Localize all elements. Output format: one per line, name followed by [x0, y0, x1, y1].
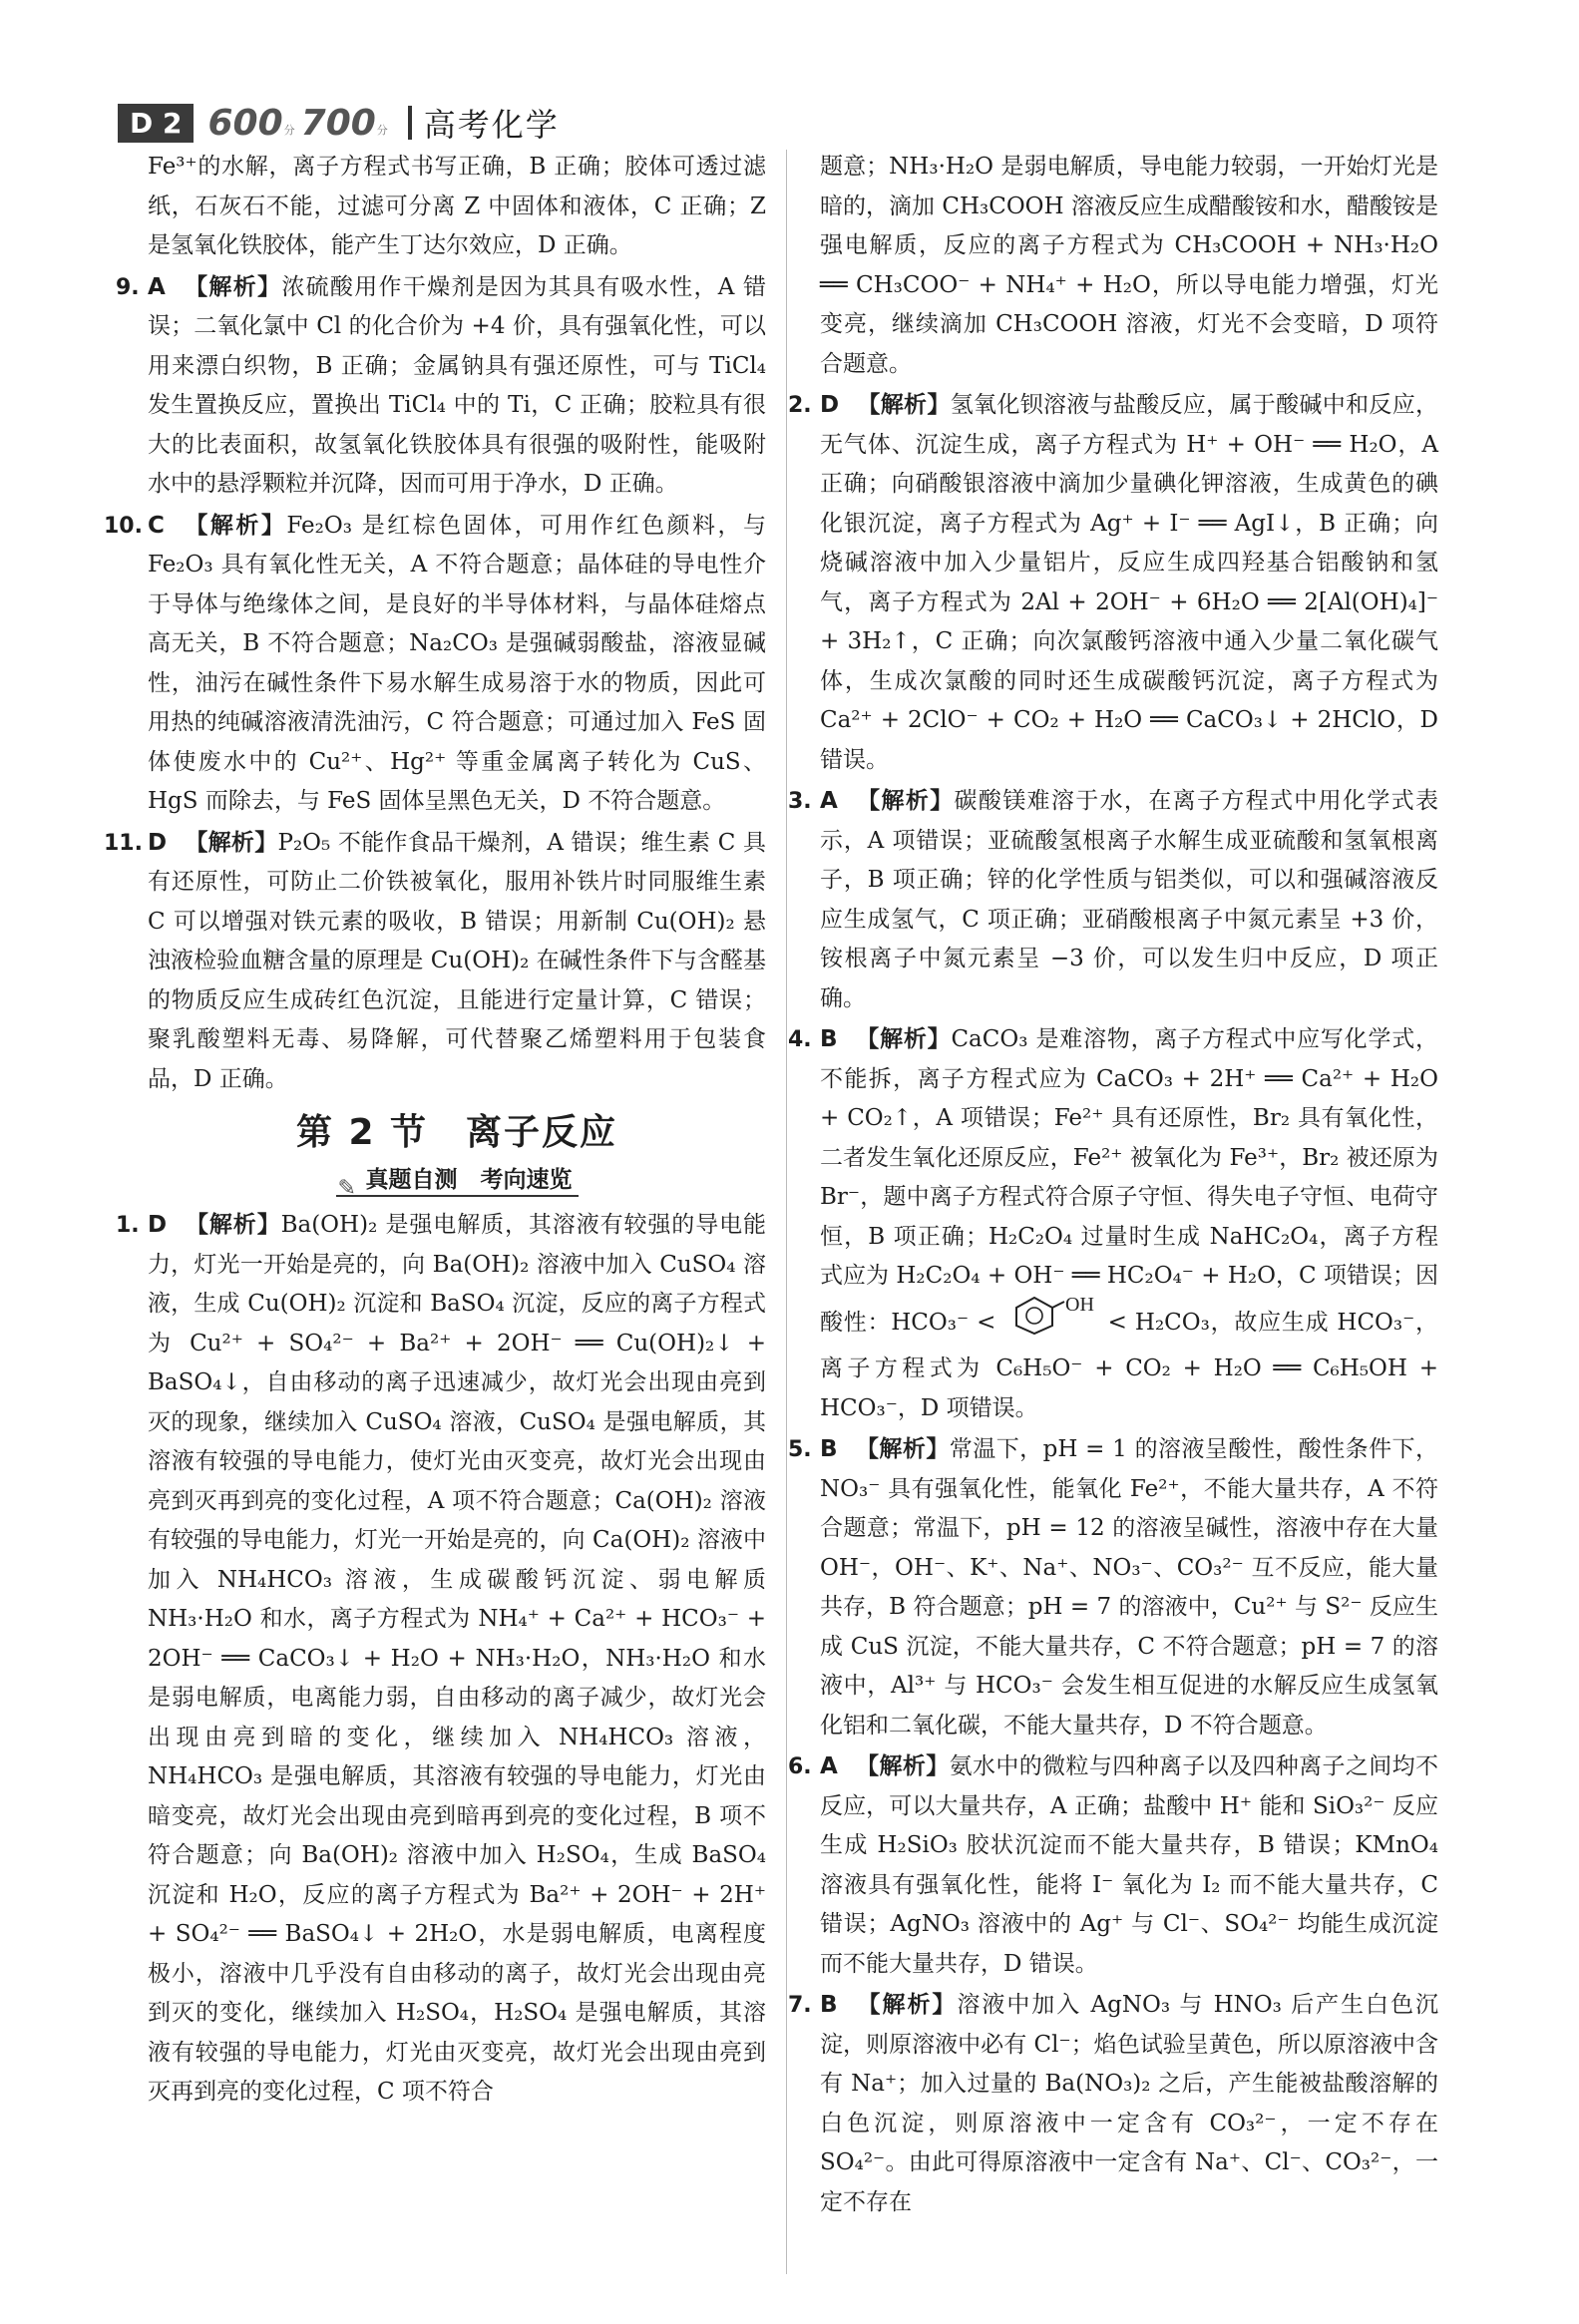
section-title: 第 2 节 离子反应 [295, 1112, 618, 1153]
analysis-tag: 【解析】 [855, 1753, 950, 1779]
question-number: 3. [788, 789, 812, 814]
analysis-tag: 【解析】 [855, 1436, 950, 1462]
answer-letter: D [820, 392, 840, 418]
page-header [118, 98, 560, 148]
brand-logo [207, 103, 393, 144]
answer-letter: D [148, 829, 168, 856]
answer-text: 氨水中的微粒与四种离子以及四种离子之间均不反应，可以大量共存，A 正确；盐酸中 H⁺ 能和 SiO₃²⁻ 反应生成 H₂SiO₃ 胶状沉淀而不能大量共存，B 错误；KMnO₄ 溶液具有强氧化性，能将 I⁻ 氧化为 I₂ 而不能大量共存，C 错误；AgNO₃ 溶液中的 Ag⁺ 与 Cl⁻、SO₄²⁻ 均能生成沉淀而不能大量共存，D 错误。 [820, 1753, 1439, 1977]
answer-item [788, 1020, 1439, 1428]
answer-text: 氢氧化钡溶液与盐酸反应，属于酸碱中和反应，无气体、沉淀生成，离子方程式为 H⁺ + OH⁻ ══ H₂O，A 正确；向硝酸银溶液中滴加少量碘化钾溶液，生成黄色的碘化银沉淀，离子方程式为 Ag⁺ + I⁻ ══ AgI↓，B 正确；向烧碱溶液中加入少量铝片，反应生成四羟基合铝酸钠和氢气，离子方程式为 2Al + 2OH⁻ + 6H₂O ══ 2[Al(OH)₄]⁻ + 3H₂↑，C 正确；向次氯酸钙溶液中通入少量二氧化碳气体，生成次氯酸的同时还生成碳酸钙沉淀，离子方程式为 Ca²⁺ + 2ClO⁻ + CO₂ + H₂O ══ CaCO₃↓ + 2HClO，D 错误。 [820, 392, 1439, 773]
answer-item [116, 1206, 766, 2113]
analysis-tag: 【解析】 [855, 1026, 952, 1052]
answer-item [788, 1986, 1438, 2222]
question-number: 5. [788, 1437, 812, 1462]
left-column [104, 148, 767, 2113]
analysis-tag: 【解析】 [185, 1212, 281, 1238]
question-number: 2. [788, 393, 812, 418]
answer-item [104, 824, 766, 1100]
answer-letter: B [820, 1992, 838, 2018]
analysis-tag: 【解析】 [857, 392, 951, 418]
answer-item [788, 1747, 1439, 1984]
question-number: 10. [104, 513, 143, 539]
question-number: 1. [116, 1213, 140, 1238]
brand-700: 700 [300, 102, 376, 144]
brand-600: 600 [207, 102, 283, 144]
continued-answer: Fe³⁺的水解，离子方程式书写正确，B 正确；胶体可透过滤纸，石灰石不能，过滤可分离 Z 中固体和液体，C 正确；Z 是氢氧化铁胶体，能产生丁达尔效应，D 正确。 [148, 154, 766, 258]
phenol-structure-icon [1004, 1297, 1100, 1351]
section-subtitle [148, 1161, 766, 1201]
brand-600-unit: 分 [283, 123, 295, 137]
answer-letter: C [148, 512, 165, 539]
answer-item [116, 268, 767, 505]
answer-text: 浓硫酸用作干燥剂是因为其具有吸水性，A 错误；二氧化氯中 Cl 的化合价为 +4 价，具有强氧化性，可以用来漂白织物，B 正确；金属钠具有强还原性，可与 TiCl₄ 发生置换反应，置换出 TiCl₄ 中的 Ti，C 正确；胶粒具有很大的比表面积，故氢氧化铁胶体具有很强的吸附性，能吸附水中的悬浮颗粒并沉降，因而可用于净水，D 正确。 [148, 273, 767, 497]
column-divider [786, 150, 787, 2274]
answer-item [788, 386, 1439, 780]
answer-letter: A [820, 788, 838, 814]
subject-title: 高考化学 [423, 106, 560, 144]
answer-text: < H₂CO₃，故应生成 HCO₃⁻，离子方程式为 C₆H₅O⁻ + CO₂ + H₂O ══ C₆H₅OH + HCO₃⁻，D 项错误。 [820, 1309, 1439, 1421]
analysis-tag: 【解析】 [855, 788, 955, 814]
pencil-icon: ✎ [337, 1175, 356, 1201]
header-separator [408, 106, 412, 140]
answer-text: 碳酸镁难溶于水，在离子方程式中用化学式表示，A 项错误；亚硫酸氢根离子水解生成亚硫酸和氢氧根离子，B 项正确；锌的化学性质与铝类似，可以和强碱溶液反应生成氢气，C 项正确；亚硝酸根离子中氮元素呈 +3 价，铵根离子中氮元素呈 −3 价，可以发生归中反应，D 项正确。 [820, 788, 1439, 1011]
question-number: 4. [788, 1027, 812, 1052]
analysis-tag: 【解析】 [183, 273, 282, 300]
answer-text: 溶液中加入 AgNO₃ 与 HNO₃ 后产生白色沉淀，则原溶液中必有 Cl⁻；焰色试验呈黄色，所以原溶液中含有 Na⁺；加入过量的 Ba(NO₃)₂ 之后，产生能被盐酸溶解的白色沉淀，则原溶液中一定含有 CO₃²⁻，一定不存在 SO₄²⁻。由此可得原溶液中一定含有 Na⁺、Cl⁻、CO₃²⁻，一定不存在 [820, 1992, 1438, 2215]
question-number: 11. [104, 830, 143, 856]
analysis-tag: 【解析】 [855, 1992, 958, 2018]
question-number: 7. [788, 1993, 812, 2018]
answer-item [788, 782, 1439, 1018]
question-number: 9. [116, 274, 140, 300]
answer-item [104, 507, 767, 822]
analysis-tag: 【解析】 [182, 512, 287, 539]
section-subtitle-text: 真题自测 考向速览 [365, 1166, 573, 1193]
answer-letter: A [148, 273, 166, 300]
answer-text: Fe₂O₃ 是红棕色固体，可用作红色颜料，与 Fe₂O₃ 具有氧化性无关，A 不符合题意；晶体硅的导电性介于导体与绝缘体之间，是良好的半导体材料，与晶体硅熔点高无关，B 不符合题意；Na₂CO₃ 是强碱弱酸盐，溶液显碱性，油污在碱性条件下易水解生成易溶于水的物质，因此可用热的纯碱溶液清洗油污，C 符合题意；可通过加入 FeS 固体使废水中的 Cu²⁺、Hg²⁺ 等重金属离子转化为 CuS、HgS 而除去，与 FeS 固体呈黑色无关，D 不符合题意。 [148, 512, 767, 814]
right-column [788, 148, 1439, 2222]
analysis-tag: 【解析】 [185, 829, 278, 856]
continued-answer: 题意；NH₃·H₂O 是弱电解质，导电能力较弱，一开始灯光是暗的，滴加 CH₃COOH 溶液反应生成醋酸铵和水，醋酸铵是强电解质，反应的离子方程式为 CH₃COOH + NH₃·H₂O ══ CH₃COO⁻ + NH₄⁺ + H₂O，所以导电能力增强，灯光变亮，继续滴加 CH₃COOH 溶液，灯光不会变暗，D 项符合题意。 [820, 154, 1438, 377]
answer-letter: A [820, 1753, 838, 1779]
answer-text: 常温下，pH = 1 的溶液呈酸性，酸性条件下，NO₃⁻ 具有强氧化性，能氧化 Fe²⁺，不能大量共存，A 不符合题意；常温下，pH = 12 的溶液呈碱性，溶液中存在大量 OH⁻，OH⁻、K⁺、Na⁺、NO₃⁻、CO₃²⁻ 互不反应，能大量共存，B 符合题意；pH = 7 的溶液中，Cu²⁺ 与 S²⁻ 反应生成 CuS 沉淀，不能大量共存，C 不符合题意；pH = 7 的溶液中，Al³⁺ 与 HCO₃⁻ 会发生相互促进的水解反应生成氢氧化铝和二氧化碳，不能大量共存，D 不符合题意。 [820, 1436, 1439, 1739]
answer-letter: B [820, 1436, 838, 1462]
answer-item [788, 1430, 1439, 1745]
answer-letter: D [148, 1212, 168, 1238]
answer-text: P₂O₅ 不能作食品干燥剂，A 错误；维生素 C 具有还原性，可防止二价铁被氧化，服用补铁片时同服维生素 C 可以增强对铁元素的吸收，B 错误；用新制 Cu(OH)₂ 悬浊液检验血糖含量的原理是 Cu(OH)₂ 在碱性条件下与含醛基的物质反应生成砖红色沉淀，且能进行定量计算，C 错误；聚乳酸塑料无毒、易降解，可代替聚乙烯塑料用于包装食品，D 正确。 [148, 829, 766, 1092]
brand-700-unit: 分 [376, 123, 388, 137]
question-number: 6. [788, 1754, 812, 1779]
phenol-oh-label: OH [1064, 1296, 1094, 1316]
answer-letter: B [820, 1026, 838, 1052]
answer-text: Ba(OH)₂ 是强电解质，其溶液有较强的导电能力，灯光一开始是亮的，向 Ba(OH)₂ 溶液中加入 CuSO₄ 溶液，生成 Cu(OH)₂ 沉淀和 BaSO₄ 沉淀，反应的离子方程式为 Cu²⁺ + SO₄²⁻ + Ba²⁺ + 2OH⁻ ══ Cu(OH)₂↓ + BaSO₄↓，自由移动的离子迅速减少，故灯光会出现由亮到灭的现象，继续加入 CuSO₄ 溶液，CuSO₄ 是强电解质，其溶液有较强的导电能力，使灯光由灭变亮，故灯光会出现由亮到灭再到亮的变化过程，A 项不符合题意；Ca(OH)₂ 溶液有较强的导电能力，灯光一开始是亮的，向 Ca(OH)₂ 溶液中加入 NH₄HCO₃ 溶液，生成碳酸钙沉淀、弱电解质 NH₃·H₂O 和水，离子方程式为 NH₄⁺ + Ca²⁺ + HCO₃⁻ + 2OH⁻ ══ CaCO₃↓ + H₂O + NH₃·H₂O，NH₃·H₂O 和水是弱电解质，电离能力弱，自由移动的离子减少，故灯光会出现由亮到暗的变化，继续加入 NH₄HCO₃ 溶液，NH₄HCO₃ 是强电解质，其溶液有较强的导电能力，灯光由暗变亮，故灯光会出现由亮到暗再到亮的变化过程，B 项不符合题意；向 Ba(OH)₂ 溶液中加入 H₂SO₄，生成 BaSO₄ 沉淀和 H₂O，反应的离子方程式为 Ba²⁺ + 2OH⁻ + 2H⁺ + SO₄²⁻ ══ BaSO₄↓ + 2H₂O，水是弱电解质，电离程度极小，溶液中几乎没有自由移动的离子，故灯光会出现由亮到灭的变化，继续加入 H₂SO₄，H₂SO₄ 是强电解质，其溶液有较强的导电能力，灯光由灭变亮，故灯光会出现由亮到灭再到亮的变化过程，C 项不符合 [148, 1212, 766, 2105]
answer-text: CaCO₃ 是难溶物，离子方程式中应写化学式，不能拆，离子方程式应为 CaCO₃ + 2H⁺ ══ Ca²⁺ + H₂O + CO₂↑，A 项错误；Fe²⁺ 具有还原性，Br₂ 具有氧化性，二者发生氧化还原反应，Fe²⁺ 被氧化为 Fe³⁺，Br₂ 被还原为 Br⁻，题中离子方程式符合原子守恒、得失电子守恒、电荷守恒，B 项正确；H₂C₂O₄ 过量时生成 NaHC₂O₄，离子方程式应为 H₂C₂O₄ + OH⁻ ══ HC₂O₄⁻ + H₂O，C 项错误；因酸性：HCO₃⁻ < [820, 1026, 1439, 1336]
page-label: D 2 [118, 104, 194, 143]
